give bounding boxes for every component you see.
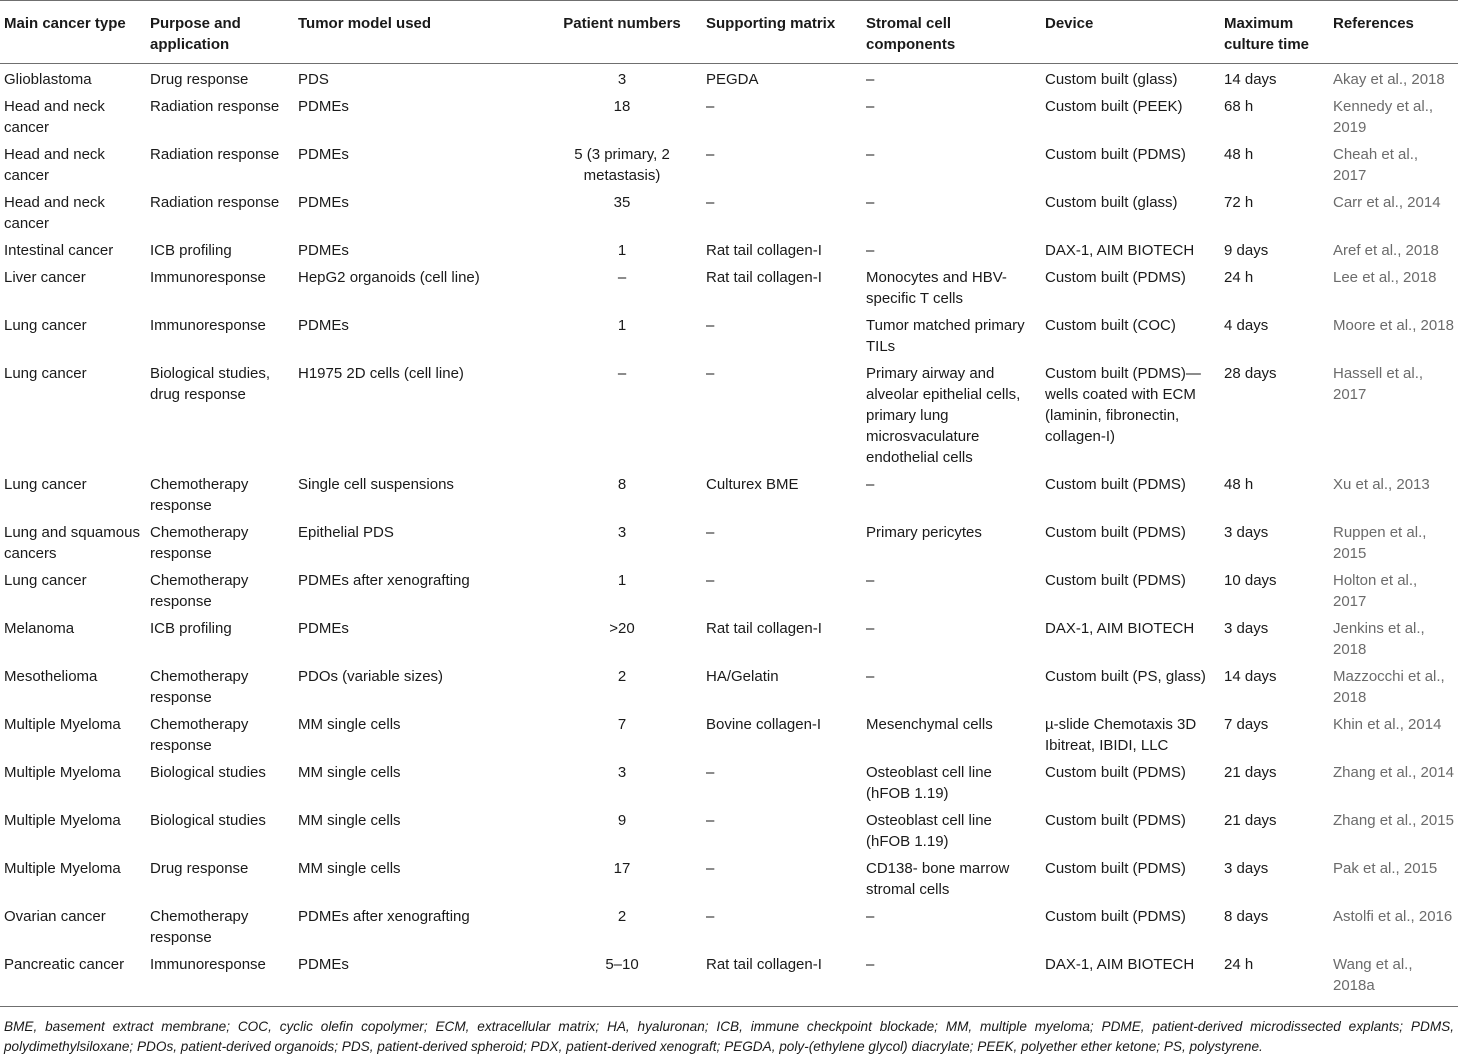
table-row: [0, 64, 1458, 92]
cell-culture-time: 24 h: [1224, 956, 1254, 973]
cell-device: Custom built (PDMS): [1045, 269, 1186, 286]
cell-tumor-model: PDMEs after xenografting: [298, 908, 470, 925]
cell-culture-time: 3 days: [1224, 860, 1269, 877]
cell-stromal-cells: Mesenchymal cells: [866, 716, 993, 733]
cell-purpose: Immunoresponse: [150, 317, 266, 334]
cell-device: DAX-1, AIM BIOTECH: [1045, 242, 1195, 259]
cell-tumor-model: Single cell suspensions: [298, 476, 454, 493]
cell-patient-numbers: 2: [617, 668, 627, 685]
cell-culture-time: 48 h: [1224, 146, 1254, 163]
cell-patient-numbers: 8: [617, 476, 627, 493]
cell-device: Custom built (glass): [1045, 71, 1178, 88]
cell-stromal-cells: Osteoblast cell line (hFOB 1.19): [866, 764, 992, 802]
cell-purpose: Immunoresponse: [150, 956, 266, 973]
cell-reference[interactable]: Moore et al., 2018: [1333, 317, 1454, 334]
cell-stromal-cells: Monocytes and HBV-specific T cells: [866, 269, 1007, 307]
cell-purpose: Chemotherapy response: [150, 908, 249, 946]
cell-cancer-type: Multiple Myeloma: [4, 812, 121, 829]
cell-stromal-cells: –: [866, 620, 875, 637]
cell-device: DAX-1, AIM BIOTECH: [1045, 620, 1195, 637]
cell-tumor-model: PDMEs: [298, 242, 349, 259]
table-row: [0, 757, 1458, 805]
cell-patient-numbers: 5 (3 primary, 2 metastasis): [574, 146, 670, 184]
cell-reference[interactable]: Zhang et al., 2014: [1333, 764, 1454, 781]
header-row: [0, 1, 1458, 64]
cell-device: Custom built (COC): [1045, 317, 1176, 334]
cell-tumor-model: PDMEs after xenografting: [298, 572, 470, 589]
table-row: [0, 853, 1458, 901]
cell-stromal-cells: –: [866, 908, 875, 925]
cell-culture-time: 48 h: [1224, 476, 1254, 493]
cell-device: Custom built (PDMS): [1045, 812, 1186, 829]
cell-supporting-matrix: –: [706, 572, 715, 589]
table-row: [0, 469, 1458, 517]
cell-patient-numbers: 3: [617, 71, 627, 88]
cell-supporting-matrix: –: [706, 98, 715, 115]
cell-reference[interactable]: Mazzocchi et al., 2018: [1333, 668, 1445, 706]
cell-culture-time: 3 days: [1224, 524, 1269, 541]
table-row: [0, 565, 1458, 613]
cell-cancer-type: Liver cancer: [4, 269, 86, 286]
table-row: [0, 187, 1458, 235]
cell-stromal-cells: Primary airway and alveolar epithelial cells, primary lung microsvaculature endothelial cells: [866, 365, 1021, 466]
cell-tumor-model: MM single cells: [298, 860, 401, 877]
cell-reference[interactable]: Holton et al., 2017: [1333, 572, 1418, 610]
cell-tumor-model: PDOs (variable sizes): [298, 668, 444, 685]
cell-culture-time: 21 days: [1224, 812, 1277, 829]
cell-device: Custom built (PDMS): [1045, 572, 1186, 589]
cell-reference[interactable]: Ruppen et al., 2015: [1333, 524, 1427, 562]
table-row: [0, 235, 1458, 262]
cell-tumor-model: PDMEs: [298, 98, 349, 115]
cell-patient-numbers: 5–10: [605, 956, 639, 973]
cell-patient-numbers: 17: [613, 860, 631, 877]
cell-cancer-type: Multiple Myeloma: [4, 860, 121, 877]
cell-purpose: Radiation response: [150, 194, 280, 211]
cell-device: Custom built (PDMS): [1045, 764, 1186, 781]
cell-patient-numbers: >20: [609, 620, 635, 637]
cell-device: µ-slide Chemotaxis 3D Ibitreat, IBIDI, LLC: [1045, 716, 1197, 754]
cell-reference[interactable]: Khin et al., 2014: [1333, 716, 1442, 733]
cell-reference[interactable]: Aref et al., 2018: [1333, 242, 1439, 259]
table-row: [0, 949, 1458, 1007]
cell-stromal-cells: –: [866, 71, 875, 88]
cell-device: Custom built (glass): [1045, 194, 1178, 211]
cell-patient-numbers: 9: [617, 812, 627, 829]
cell-supporting-matrix: Rat tail collagen-I: [706, 269, 822, 286]
cell-patient-numbers: 18: [613, 98, 631, 115]
header-main-cancer-type: Main cancer type: [4, 15, 126, 32]
table-row: [0, 613, 1458, 661]
table-row: [0, 262, 1458, 310]
cell-purpose: Radiation response: [150, 146, 280, 163]
cell-patient-numbers: 35: [613, 194, 631, 211]
cell-cancer-type: Intestinal cancer: [4, 242, 114, 259]
cell-tumor-model: MM single cells: [298, 716, 401, 733]
cell-patient-numbers: –: [617, 269, 627, 286]
cell-culture-time: 21 days: [1224, 764, 1277, 781]
header-supporting-matrix: Supporting matrix: [706, 15, 836, 32]
cell-device: DAX-1, AIM BIOTECH: [1045, 956, 1195, 973]
cell-supporting-matrix: –: [706, 908, 715, 925]
table-row: [0, 805, 1458, 853]
cell-device: Custom built (PEEK): [1045, 98, 1183, 115]
cell-patient-numbers: 3: [617, 524, 627, 541]
cell-device: Custom built (PDMS): [1045, 908, 1186, 925]
cell-cancer-type: Glioblastoma: [4, 71, 92, 88]
cell-device: Custom built (PDMS): [1045, 524, 1186, 541]
cell-cancer-type: Head and neck cancer: [4, 194, 105, 232]
table-row: [0, 91, 1458, 139]
cell-patient-numbers: 1: [617, 317, 627, 334]
cell-purpose: Chemotherapy response: [150, 716, 249, 754]
cell-device: Custom built (PDMS): [1045, 476, 1186, 493]
cell-culture-time: 4 days: [1224, 317, 1269, 334]
header-device: Device: [1045, 15, 1094, 32]
cell-reference[interactable]: Lee et al., 2018: [1333, 269, 1437, 286]
cell-tumor-model: MM single cells: [298, 812, 401, 829]
cell-culture-time: 8 days: [1224, 908, 1269, 925]
cell-patient-numbers: 2: [617, 908, 627, 925]
table-row: [0, 901, 1458, 949]
cell-reference[interactable]: Cheah et al., 2017: [1333, 146, 1419, 184]
cell-patient-numbers: 3: [617, 764, 627, 781]
cell-cancer-type: Pancreatic cancer: [4, 956, 125, 973]
cell-tumor-model: MM single cells: [298, 764, 401, 781]
cell-purpose: ICB profiling: [150, 242, 232, 259]
cell-reference[interactable]: Astolfi et al., 2016: [1333, 908, 1453, 925]
cell-cancer-type: Ovarian cancer: [4, 908, 106, 925]
cell-cancer-type: Lung cancer: [4, 572, 87, 589]
cell-patient-numbers: 1: [617, 572, 627, 589]
cell-stromal-cells: CD138- bone marrow stromal cells: [866, 860, 1010, 898]
cell-supporting-matrix: HA/Gelatin: [706, 668, 779, 685]
cell-tumor-model: PDMEs: [298, 956, 349, 973]
cell-supporting-matrix: –: [706, 860, 715, 877]
cell-tumor-model: PDS: [298, 71, 329, 88]
cell-supporting-matrix: Rat tail collagen-I: [706, 242, 822, 259]
cell-culture-time: 3 days: [1224, 620, 1269, 637]
cell-cancer-type: Multiple Myeloma: [4, 764, 121, 781]
cell-cancer-type: Head and neck cancer: [4, 98, 105, 136]
cell-cancer-type: Lung cancer: [4, 365, 87, 382]
cell-cancer-type: Lung and squamous cancers: [4, 524, 140, 562]
cell-culture-time: 24 h: [1224, 269, 1254, 286]
cell-reference[interactable]: Hassell et al., 2017: [1333, 365, 1424, 403]
cell-reference[interactable]: Carr et al., 2014: [1333, 194, 1441, 211]
cell-purpose: Biological studies: [150, 764, 266, 781]
cell-stromal-cells: Tumor matched primary TILs: [866, 317, 1025, 355]
cell-stromal-cells: –: [866, 194, 875, 211]
cell-reference[interactable]: Zhang et al., 2015: [1333, 812, 1454, 829]
cell-supporting-matrix: –: [706, 317, 715, 334]
cell-culture-time: 72 h: [1224, 194, 1254, 211]
table-body: [0, 64, 1458, 1007]
cell-tumor-model: Epithelial PDS: [298, 524, 394, 541]
cell-purpose: ICB profiling: [150, 620, 232, 637]
cell-culture-time: 14 days: [1224, 71, 1277, 88]
cell-tumor-model: PDMEs: [298, 146, 349, 163]
table-row: [0, 358, 1458, 469]
header-patient-numbers: Patient numbers: [563, 15, 681, 32]
cell-supporting-matrix: –: [706, 146, 715, 163]
cell-cancer-type: Multiple Myeloma: [4, 716, 121, 733]
cell-purpose: Drug response: [150, 71, 249, 88]
cell-tumor-model: PDMEs: [298, 620, 349, 637]
cell-culture-time: 10 days: [1224, 572, 1277, 589]
cell-stromal-cells: Osteoblast cell line (hFOB 1.19): [866, 812, 992, 850]
cell-supporting-matrix: Bovine collagen-I: [706, 716, 822, 733]
header-stromal-cells: Stromal cell components: [866, 15, 956, 53]
cell-device: Custom built (PDMS): [1045, 146, 1186, 163]
cell-patient-numbers: 7: [617, 716, 627, 733]
cell-stromal-cells: –: [866, 98, 875, 115]
cell-culture-time: 14 days: [1224, 668, 1277, 685]
cell-cancer-type: Melanoma: [4, 620, 75, 637]
cell-tumor-model: HepG2 organoids (cell line): [298, 269, 480, 286]
cell-supporting-matrix: –: [706, 812, 715, 829]
cell-stromal-cells: –: [866, 476, 875, 493]
cell-stromal-cells: –: [866, 146, 875, 163]
cell-device: Custom built (PS, glass): [1045, 668, 1206, 685]
cell-purpose: Biological studies, drug response: [150, 365, 271, 403]
cell-purpose: Immunoresponse: [150, 269, 266, 286]
cell-tumor-model: H1975 2D cells (cell line): [298, 365, 464, 382]
cell-stromal-cells: –: [866, 572, 875, 589]
cell-reference[interactable]: Pak et al., 2015: [1333, 860, 1438, 877]
cell-supporting-matrix: PEGDA: [706, 71, 759, 88]
cell-tumor-model: PDMEs: [298, 317, 349, 334]
table-footnote: BME, basement extract membrane; COC, cyclic olefin copolymer; ECM, extracellular matrix; HA, hyaluronan; ICB, immune checkpoint blockade; MM, multiple myeloma; PDME, patient-derived microdissected explants; PDMS, polydimethylsiloxane; PDOs, patient-derived organoids; PDS, patient-derived spheroid; PDX, patient-derived xenograft; PEGDA, poly-(ethylene glycol) diacrylate; PEEK, polyether ether ketone; PS, polystyrene.: [4, 1019, 1454, 1054]
cell-reference[interactable]: Wang et al., 2018a: [1333, 956, 1413, 994]
cell-culture-time: 9 days: [1224, 242, 1269, 259]
cell-supporting-matrix: Rat tail collagen-I: [706, 620, 822, 637]
table-row: [0, 310, 1458, 358]
cell-stromal-cells: –: [866, 668, 875, 685]
cell-stromal-cells: Primary pericytes: [866, 524, 982, 541]
cell-cancer-type: Mesothelioma: [4, 668, 98, 685]
cell-culture-time: 68 h: [1224, 98, 1254, 115]
cell-cancer-type: Lung cancer: [4, 476, 87, 493]
header-references: References: [1333, 15, 1414, 32]
cell-stromal-cells: –: [866, 242, 875, 259]
header-tumor-model: Tumor model used: [298, 15, 432, 32]
cell-supporting-matrix: –: [706, 764, 715, 781]
cell-patient-numbers: –: [617, 365, 627, 382]
cell-cancer-type: Head and neck cancer: [4, 146, 105, 184]
cell-purpose: Biological studies: [150, 812, 266, 829]
cell-supporting-matrix: –: [706, 524, 715, 541]
cell-supporting-matrix: –: [706, 194, 715, 211]
cell-tumor-model: PDMEs: [298, 194, 349, 211]
table-row: [0, 139, 1458, 187]
cell-supporting-matrix: Rat tail collagen-I: [706, 956, 822, 973]
cell-culture-time: 28 days: [1224, 365, 1277, 382]
cell-purpose: Chemotherapy response: [150, 572, 249, 610]
cell-reference[interactable]: Jenkins et al., 2018: [1333, 620, 1425, 658]
cell-reference[interactable]: Xu et al., 2013: [1333, 476, 1430, 493]
cell-reference[interactable]: Kennedy et al., 2019: [1333, 98, 1434, 136]
header-culture-time: Maximum culture time: [1224, 15, 1310, 53]
cell-stromal-cells: –: [866, 956, 875, 973]
cell-culture-time: 7 days: [1224, 716, 1269, 733]
cell-purpose: Radiation response: [150, 98, 280, 115]
table-row: [0, 709, 1458, 757]
table-row: [0, 517, 1458, 565]
cell-patient-numbers: 1: [617, 242, 627, 259]
cell-purpose: Chemotherapy response: [150, 524, 249, 562]
cell-cancer-type: Lung cancer: [4, 317, 87, 334]
cell-device: Custom built (PDMS): [1045, 860, 1186, 877]
table-header: [0, 1, 1458, 64]
cell-supporting-matrix: –: [706, 365, 715, 382]
header-purpose: Purpose and application: [150, 15, 241, 53]
table-row: [0, 661, 1458, 709]
cell-purpose: Drug response: [150, 860, 249, 877]
cell-purpose: Chemotherapy response: [150, 668, 249, 706]
cell-purpose: Chemotherapy response: [150, 476, 249, 514]
cell-reference[interactable]: Akay et al., 2018: [1333, 71, 1445, 88]
cell-device: Custom built (PDMS)—wells coated with ECM (laminin, fibronectin, collagen-I): [1045, 365, 1201, 445]
cell-supporting-matrix: Culturex BME: [706, 476, 799, 493]
